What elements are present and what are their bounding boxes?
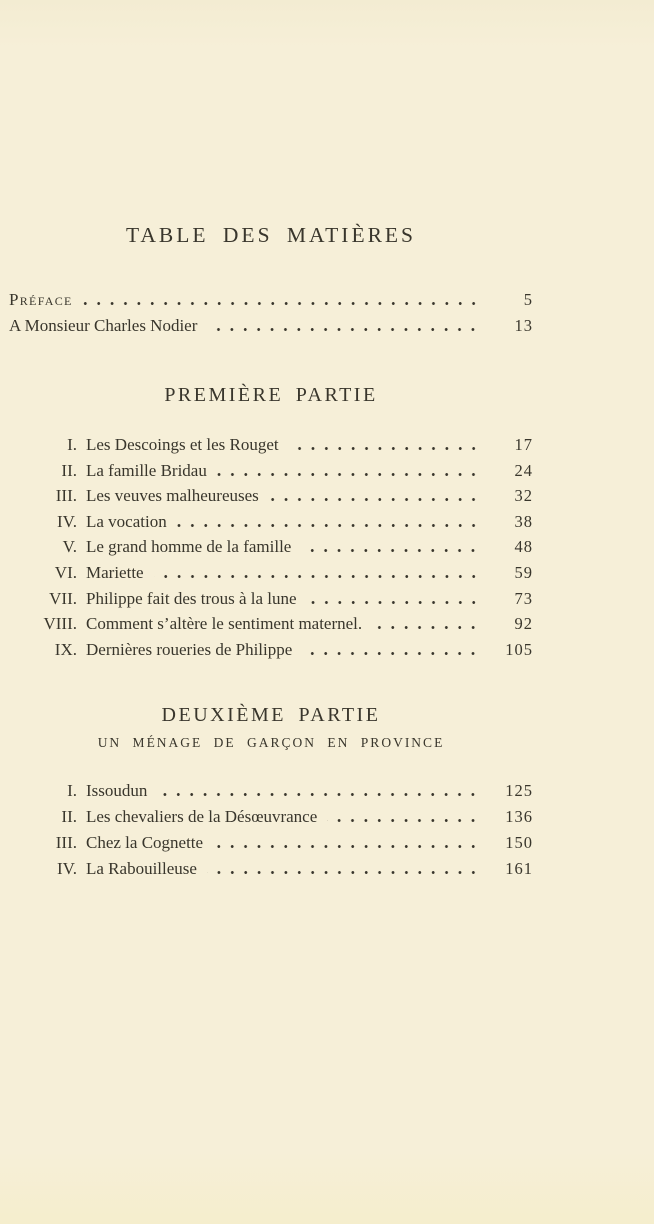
page-number: 5 [523, 290, 533, 309]
dot-leader [177, 524, 480, 527]
page-number: 73 [514, 588, 533, 608]
page-number: 32 [514, 486, 533, 506]
chapter-list-part-1 [9, 432, 533, 662]
chapter-list-part-2 [9, 778, 533, 882]
front-label: Préface [9, 290, 73, 309]
chapter-numeral: III. [55, 833, 77, 853]
dot-leader [157, 793, 480, 796]
toc-row [9, 637, 533, 663]
chapter-numeral: I. [67, 781, 77, 801]
dot-leader [83, 302, 480, 305]
part-heading: DEUXIÈME PARTIE [161, 704, 381, 727]
chapter-title: Les veuves malheureuses [86, 486, 259, 506]
chapter-numeral: VI. [54, 562, 77, 582]
toc-row [9, 560, 533, 586]
dot-leader [307, 601, 480, 604]
page-number: 38 [514, 511, 533, 531]
toc-row [9, 830, 533, 856]
book-page [9, 224, 533, 882]
dot-leader [207, 871, 480, 874]
toc-row [9, 856, 533, 882]
part-heading: PREMIÈRE PARTIE [164, 384, 378, 406]
chapter-numeral: I. [67, 435, 77, 454]
part-subtitle: UN MÉNAGE DE GARÇON EN PROVINCE [97, 735, 445, 751]
toc-row [9, 509, 533, 535]
chapter-title: La Rabouilleuse [86, 859, 197, 879]
toc-row [9, 287, 533, 313]
chapter-title: Chez la Cognette [86, 833, 204, 853]
chapter-title: Les chevaliers de la Désœuvrance [86, 807, 318, 827]
page-number: 17 [514, 435, 533, 454]
page-number: 105 [505, 639, 533, 659]
dot-leader [327, 819, 480, 822]
dot-leader [217, 473, 480, 476]
toc-row [9, 534, 533, 560]
toc-row [9, 804, 533, 830]
page-number: 59 [514, 562, 533, 582]
toc-row [9, 611, 533, 637]
toc-row [9, 432, 533, 458]
chapter-numeral: IV. [57, 511, 77, 531]
dot-leader [372, 626, 480, 629]
page-number: 13 [514, 316, 533, 335]
chapter-numeral: IV. [57, 859, 77, 879]
dot-leader [301, 549, 480, 552]
chapter-title: Les Descoings et les Rouget [86, 435, 279, 454]
page-number: 161 [505, 859, 533, 879]
dot-leader [269, 498, 480, 501]
page-number: 48 [514, 537, 533, 557]
chapter-numeral: III. [55, 486, 77, 506]
chapter-title: Philippe fait des trous à la lune [86, 588, 297, 608]
dot-leader [207, 328, 480, 331]
toc-row [9, 778, 533, 804]
page-number: 92 [514, 614, 533, 634]
page-number: 150 [505, 833, 533, 853]
page-number: 24 [514, 460, 533, 480]
dot-leader [302, 652, 480, 655]
page-number: 125 [505, 781, 533, 801]
dot-leader [213, 845, 480, 848]
toc-row [9, 586, 533, 612]
chapter-title: Dernières roueries de Philippe [86, 639, 293, 659]
chapter-title: La vocation [86, 511, 167, 531]
chapter-title: Mariette [86, 562, 144, 582]
dot-leader [154, 575, 480, 578]
front-label: A Monsieur Charles Nodier [9, 316, 198, 335]
toc-row [9, 313, 533, 339]
chapter-numeral: II. [61, 807, 77, 827]
chapter-title: Le grand homme de la famille [86, 537, 292, 557]
chapter-numeral: VII. [49, 588, 77, 608]
chapter-title: Comment s’altère le sentiment maternel. [86, 614, 363, 634]
chapter-numeral: IX. [54, 639, 77, 659]
page-title: TABLE DES MATIÈRES [125, 223, 417, 247]
chapter-numeral: II. [61, 460, 77, 480]
front-matter-list [9, 287, 533, 339]
page-number: 136 [505, 807, 533, 827]
chapter-title: La famille Bridau [86, 460, 207, 480]
dot-leader [289, 447, 480, 450]
chapter-numeral: VIII. [43, 614, 77, 634]
chapter-title: Issoudun [86, 781, 148, 801]
toc-row [9, 483, 533, 509]
toc-row [9, 458, 533, 484]
chapter-numeral: V. [62, 537, 77, 557]
